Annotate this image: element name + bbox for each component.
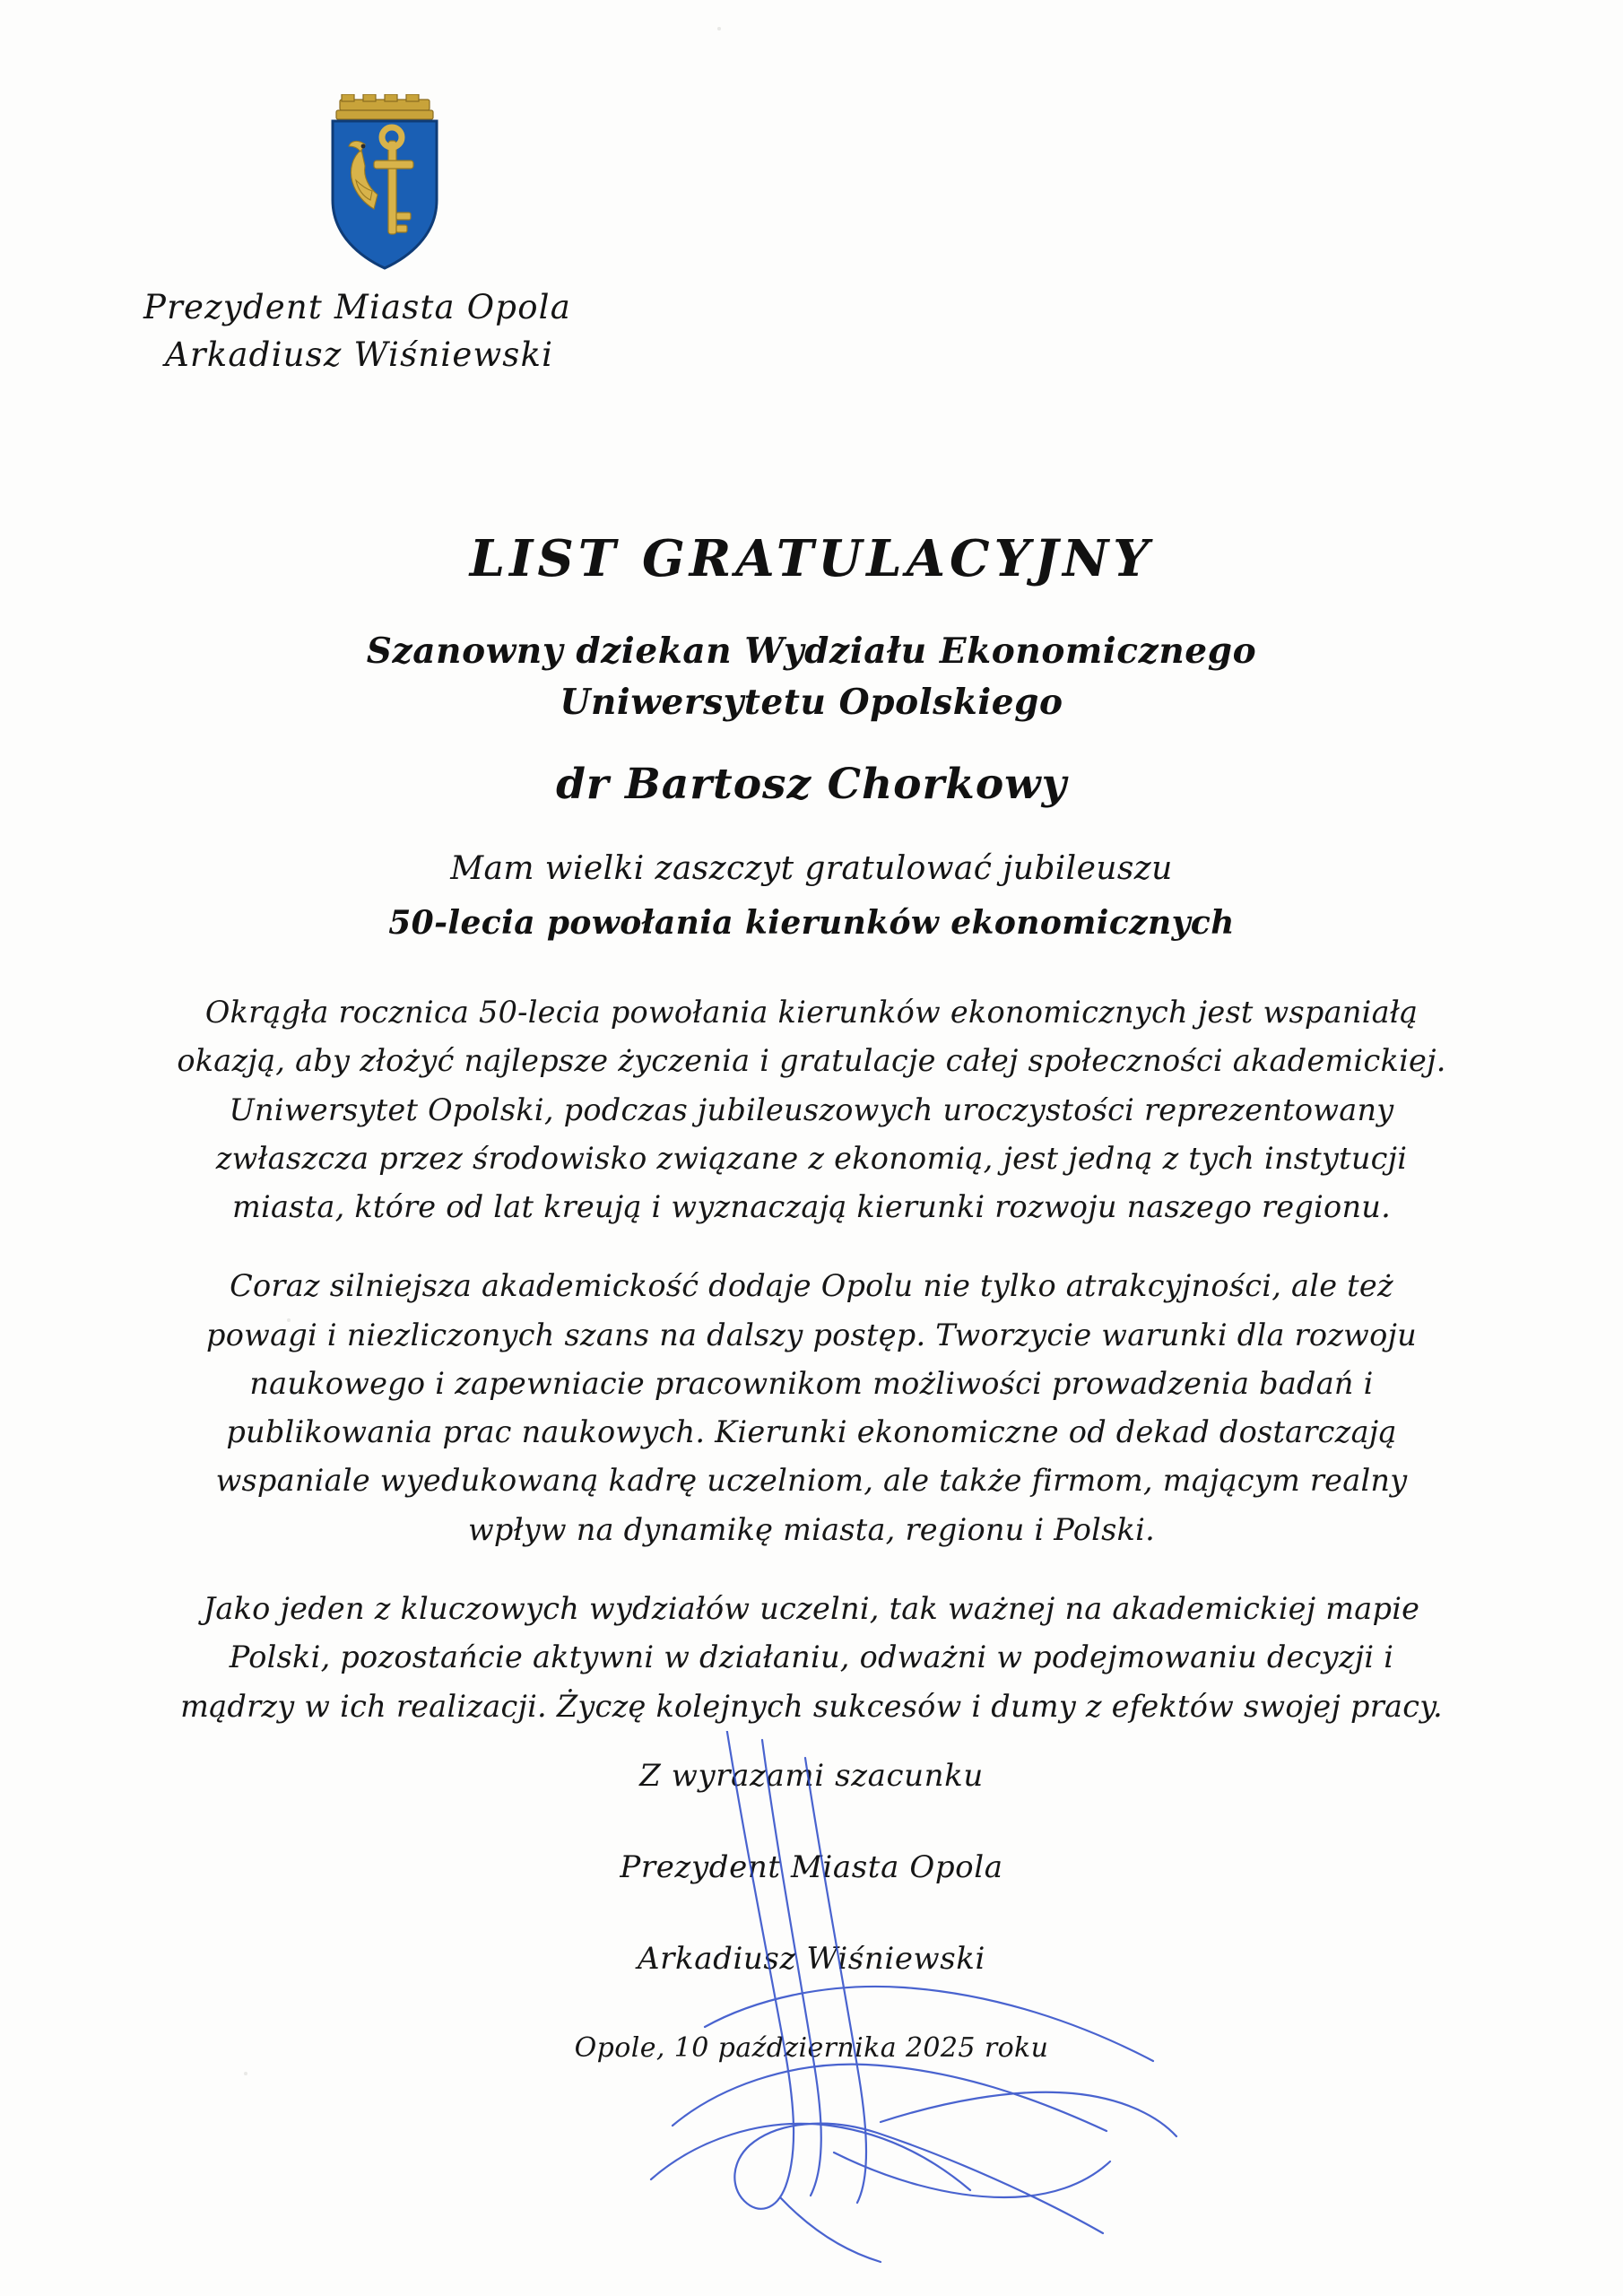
body-paragraph-2: Coraz silniejsza akademickość dodaje Opolu nie tylko atrakcyjności, ale też powagi i niezliczonych szans na dalszy postęp. Tworzycie warunki dla rozwoju naukowego i zapewniacie pracownikom możliwości prowadzenia badań i publikowania prac naukowych. Kierunki ekonomiczne od dekad dostarczają wspaniale wyedukowaną kadrę uczelniom, ale także firmom, mającym realny wpływ na dynamikę miasta, regionu i Polski. <box>206 1268 1417 1547</box>
addressee-line-2: Uniwersytetu Opolskiego <box>560 681 1063 723</box>
body-paragraph-1: Okrągła rocznica 50-lecia powołania kierunków ekonomicznych jest wspaniałą okazją, aby złożyć najlepsze życzenia i gratulacje całej społeczności akademickiej. Uniwersytet Opolski, podczas jubileuszowych uroczystości reprezentowany zwłaszcza przez środowisko związane z ekonomią, jest jedną z tych instytucji miasta, które od lat kreują i wyznaczają kierunki rozwoju naszego regionu. <box>177 995 1446 1225</box>
lead-line-2: 50-lecia powołania kierunków ekonomicznych <box>388 904 1235 943</box>
lead-line-1: Mam wielki zaszczyt gratulować jubileuszu <box>450 850 1173 888</box>
closing-block <box>0 1758 1623 2064</box>
body-paragraph-3: Jako jeden z kluczowych wydziałów uczelni, tak ważnej na akademickiej mapie Polski, pozostańcie aktywni w działaniu, odważni w podejmowaniu decyzji i mądrzy w ich realizacji. Życzę kolejnych sukcesów i dumy z efektów swojej pracy. <box>180 1591 1443 1724</box>
addressee-block <box>135 626 1488 727</box>
honoree-name: dr Bartosz Chorkowy <box>556 760 1067 810</box>
paper-speck <box>717 27 721 30</box>
signer-role: Prezydent Miasta Opola <box>620 1849 1003 1885</box>
letter-content <box>135 502 1488 1761</box>
valediction: Z wyrazami szacunku <box>639 1758 984 1794</box>
place-and-date: Opole, 10 października 2025 roku <box>574 2032 1049 2064</box>
addressee-line-1: Szanowny dziekan Wydziału Ekonomicznego <box>366 631 1257 672</box>
opole-coat-of-arms-icon <box>309 94 460 274</box>
letterhead-line-1: Prezydent Miasta Opola <box>143 288 571 326</box>
document-title: LIST GRATULACYJNY <box>469 529 1154 588</box>
letterhead-line-2: Arkadiusz Wiśniewski <box>165 335 554 374</box>
letterhead <box>135 94 762 378</box>
signer-name: Arkadiusz Wiśniewski <box>638 1941 985 1977</box>
paper-speck <box>244 2072 247 2075</box>
